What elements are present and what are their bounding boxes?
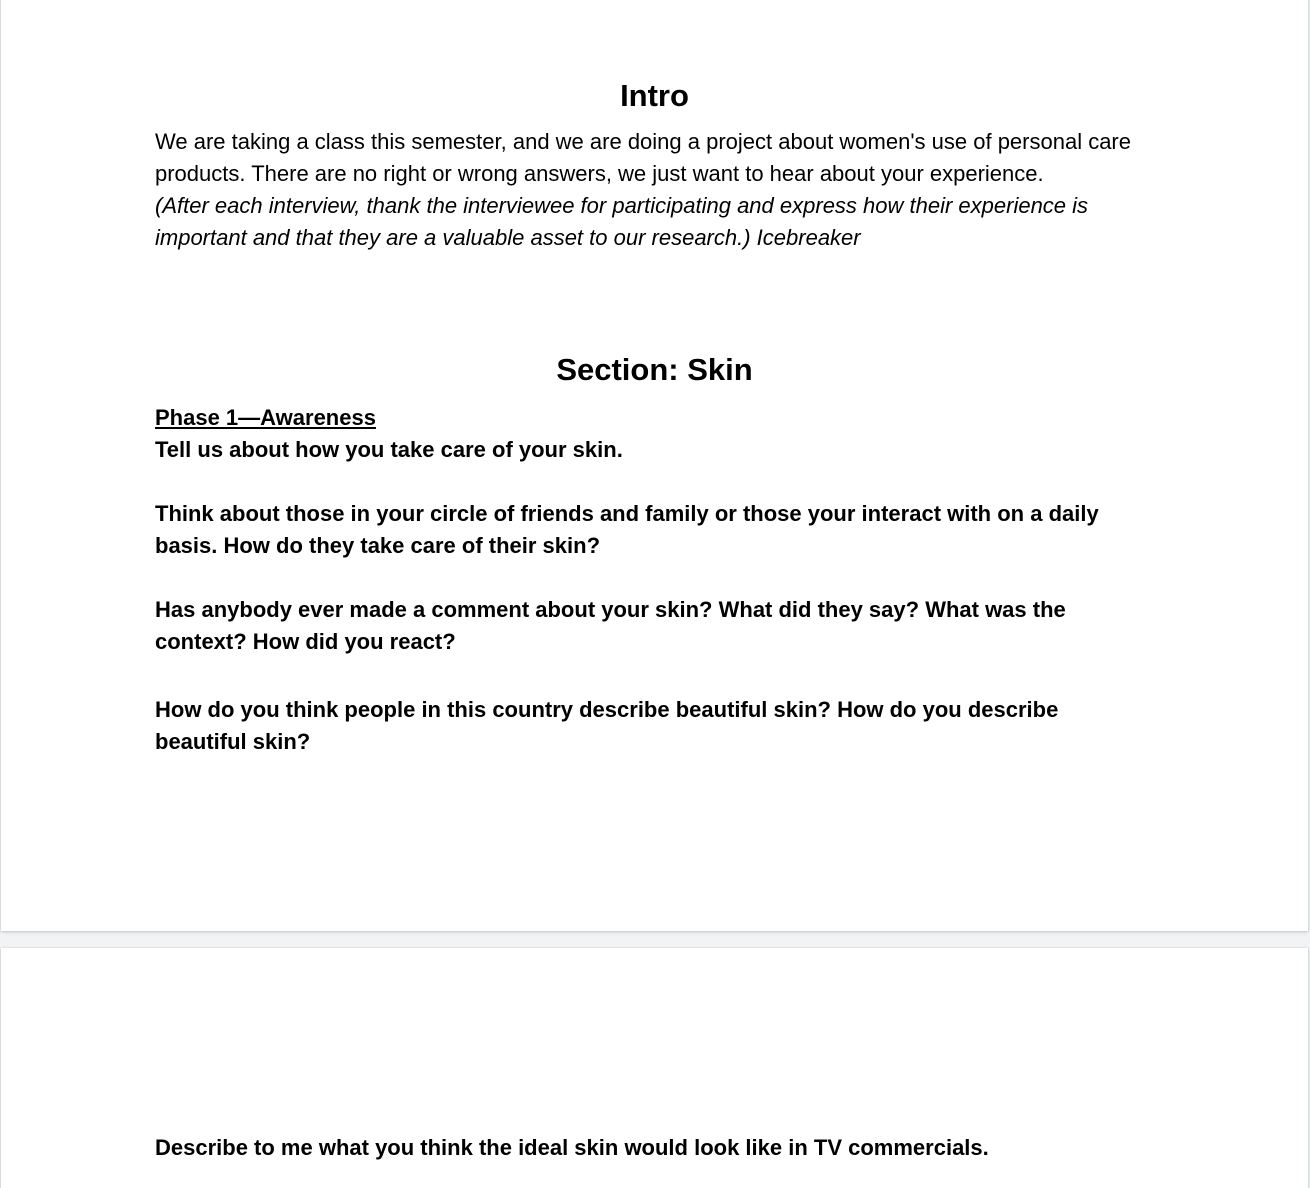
intro-heading: Intro <box>620 78 689 113</box>
question-5: Describe to me what you think the ideal skin would look like in TV commercials. <box>155 1135 989 1160</box>
document-page-2 <box>1 948 1308 1188</box>
question-3: Has anybody ever made a comment about your skin? What did they say? What was the context? How did you react? <box>155 597 1066 654</box>
blank-line <box>155 658 1155 694</box>
question-1: Tell us about how you take care of your skin. <box>155 437 623 462</box>
question-4: How do you think people in this country describe beautiful skin? How do you describe beautiful skin? <box>155 697 1059 754</box>
blank-line <box>155 562 1155 594</box>
question-2: Think about those in your circle of friends and family or those your interact with on a daily basis. How do they take care of their skin? <box>155 501 1099 558</box>
skin-section-body <box>155 402 1155 758</box>
page2-body <box>155 1132 1155 1164</box>
skin-section-heading: Section: Skin <box>556 352 753 387</box>
intro-body: We are taking a class this semester, and we are doing a project about women's use of personal care products. There are no right or wrong answers, we just want to hear about your experience. <box>155 129 1131 186</box>
blank-line <box>155 466 1155 498</box>
intro-note: (After each interview, thank the interviewee for participating and express how their experience is important and that they are a valuable asset to our research.) Icebreaker <box>155 193 1089 250</box>
intro-block <box>155 126 1155 254</box>
phase-title: Phase 1—Awareness <box>155 405 376 430</box>
document-page-1 <box>1 0 1308 931</box>
